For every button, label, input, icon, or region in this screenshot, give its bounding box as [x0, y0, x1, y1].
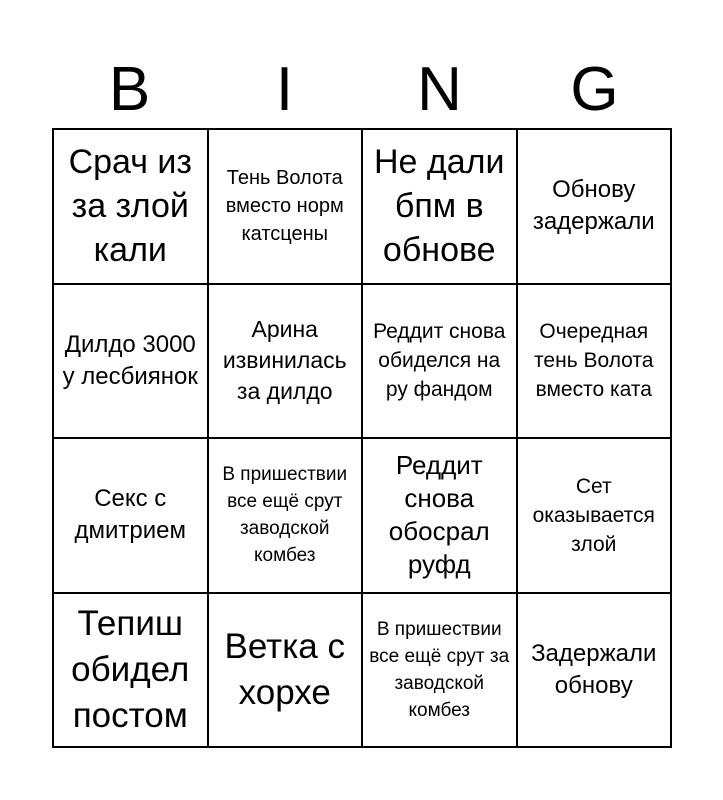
bingo-cell-11[interactable] — [363, 439, 518, 594]
cell-text: Задержали обнову — [531, 639, 657, 699]
cell-text: Обнову задержали — [532, 176, 655, 236]
bingo-cell-2[interactable] — [209, 130, 364, 285]
bingo-cell-8[interactable] — [518, 285, 673, 440]
cell-text: Дилдо 3000 у лесбиянок — [62, 330, 198, 390]
cell-text: Ветка с хорхе — [224, 626, 345, 712]
bingo-cell-16[interactable] — [518, 594, 673, 749]
cell-text: Очередная тень Волота вместо ката — [534, 320, 654, 402]
bingo-header — [52, 52, 672, 128]
cell-text: Арина извинилась за дилдо — [222, 316, 347, 405]
bingo-board — [52, 128, 672, 748]
bingo-cell-3[interactable] — [363, 130, 518, 285]
bingo-cell-10[interactable] — [209, 439, 364, 594]
header-letter-n: N — [417, 55, 462, 124]
header-letter-b: B — [108, 55, 151, 124]
bingo-cell-14[interactable] — [209, 594, 364, 749]
cell-text: Сет оказывается злой — [532, 474, 655, 556]
cell-text: Срач из за злой кали — [68, 143, 192, 270]
cell-text: Секс с дмитрием — [74, 485, 186, 545]
cell-text: Не дали бпм в обнове — [374, 143, 505, 270]
bingo-cell-9[interactable] — [54, 439, 209, 594]
bingo-cell-13[interactable] — [54, 594, 209, 749]
cell-text: В пришествии все ещё срут за заводской комбез — [369, 618, 510, 721]
bingo-cell-7[interactable] — [363, 285, 518, 440]
cell-text: Тепиш обидел постом — [71, 603, 190, 735]
bingo-cell-4[interactable] — [518, 130, 673, 285]
bingo-cell-1[interactable] — [54, 130, 209, 285]
bingo-cell-15[interactable] — [363, 594, 518, 749]
cell-text: Реддит снова обиделся на ру фандом — [373, 320, 506, 402]
cell-text: В пришествии все ещё срут заводской комбез — [222, 464, 348, 567]
header-letter-i: I — [275, 55, 294, 124]
bingo-cell-6[interactable] — [209, 285, 364, 440]
header-letter-g: G — [570, 55, 619, 124]
cell-text: Тень Волота вместо норм катсцены — [225, 167, 344, 246]
bingo-cell-12[interactable] — [518, 439, 673, 594]
cell-text: Реддит снова обосрал руфд — [388, 450, 490, 580]
bingo-cell-5[interactable] — [54, 285, 209, 440]
